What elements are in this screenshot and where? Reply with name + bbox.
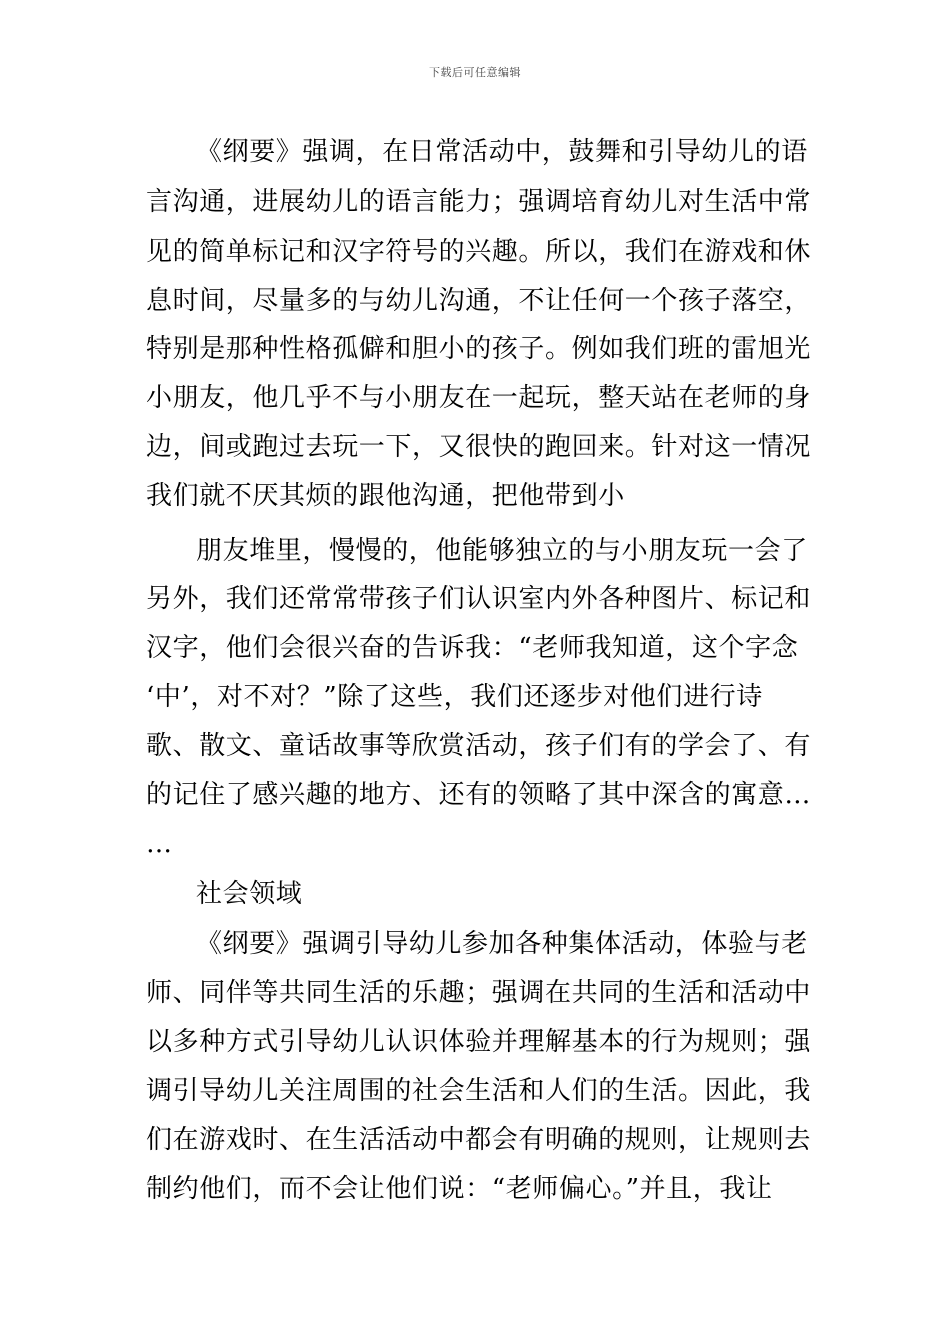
text-line: 言沟通，进展幼儿的语言能力；强调培育幼儿对生活中常 <box>146 187 812 217</box>
text-line: … <box>146 829 173 859</box>
text-line: 的记住了感兴趣的地方、还有的领略了其中深含的寓意… <box>146 780 812 810</box>
text-line: 《纲要》强调引导幼儿参加各种集体活动，体验与老 <box>196 929 808 959</box>
text-line: 师、同伴等共同生活的乐趣；强调在共同的生活和活动中 <box>146 978 812 1008</box>
text-line: 边，间或跑过去玩一下，又很快的跑回来。针对这一情况 <box>146 432 812 462</box>
text-line: 调引导幼儿关注周围的社会生活和人们的生活。因此，我 <box>146 1076 812 1106</box>
text-line: 们在游戏时、在生活活动中都会有明确的规则，让规则去 <box>146 1125 812 1155</box>
text-line: 另外，我们还常常带孩子们认识室内外各种图片、标记和 <box>146 584 812 614</box>
page-header: 下载后可任意编辑 <box>429 66 521 79</box>
text-line: ‘中’，对不对？”除了这些，我们还逐步对他们进行诗 <box>146 682 763 712</box>
text-line: 以多种方式引导幼儿认识体验并理解基本的行为规则；强 <box>146 1027 812 1057</box>
text-line: 制约他们，而不会让他们说：“老师偏心。”并且，我让 <box>146 1174 773 1204</box>
text-line: 朋友堆里，慢慢的，他能够独立的与小朋友玩一会了 <box>196 536 808 566</box>
text-line: 《纲要》强调，在日常活动中，鼓舞和引导幼儿的语 <box>196 137 808 167</box>
section-heading: 社会领域 <box>196 879 303 909</box>
text-line: 见的简单标记和汉字符号的兴趣。所以，我们在游戏和休 <box>146 237 812 267</box>
text-line: 特别是那种性格孤僻和胆小的孩子。例如我们班的雷旭光 <box>146 334 812 364</box>
text-line: 小朋友，他几乎不与小朋友在一起玩，整天站在老师的身 <box>146 383 812 413</box>
text-line: 歌、散文、童话故事等欣赏活动，孩子们有的学会了、有 <box>146 731 812 761</box>
text-line: 汉字，他们会很兴奋的告诉我：“老师我知道，这个字念 <box>146 633 799 663</box>
text-line: 我们就不厌其烦的跟他沟通，把他带到小 <box>146 481 625 511</box>
text-line: 息时间，尽量多的与幼儿沟通，不让任何一个孩子落空， <box>146 286 812 316</box>
